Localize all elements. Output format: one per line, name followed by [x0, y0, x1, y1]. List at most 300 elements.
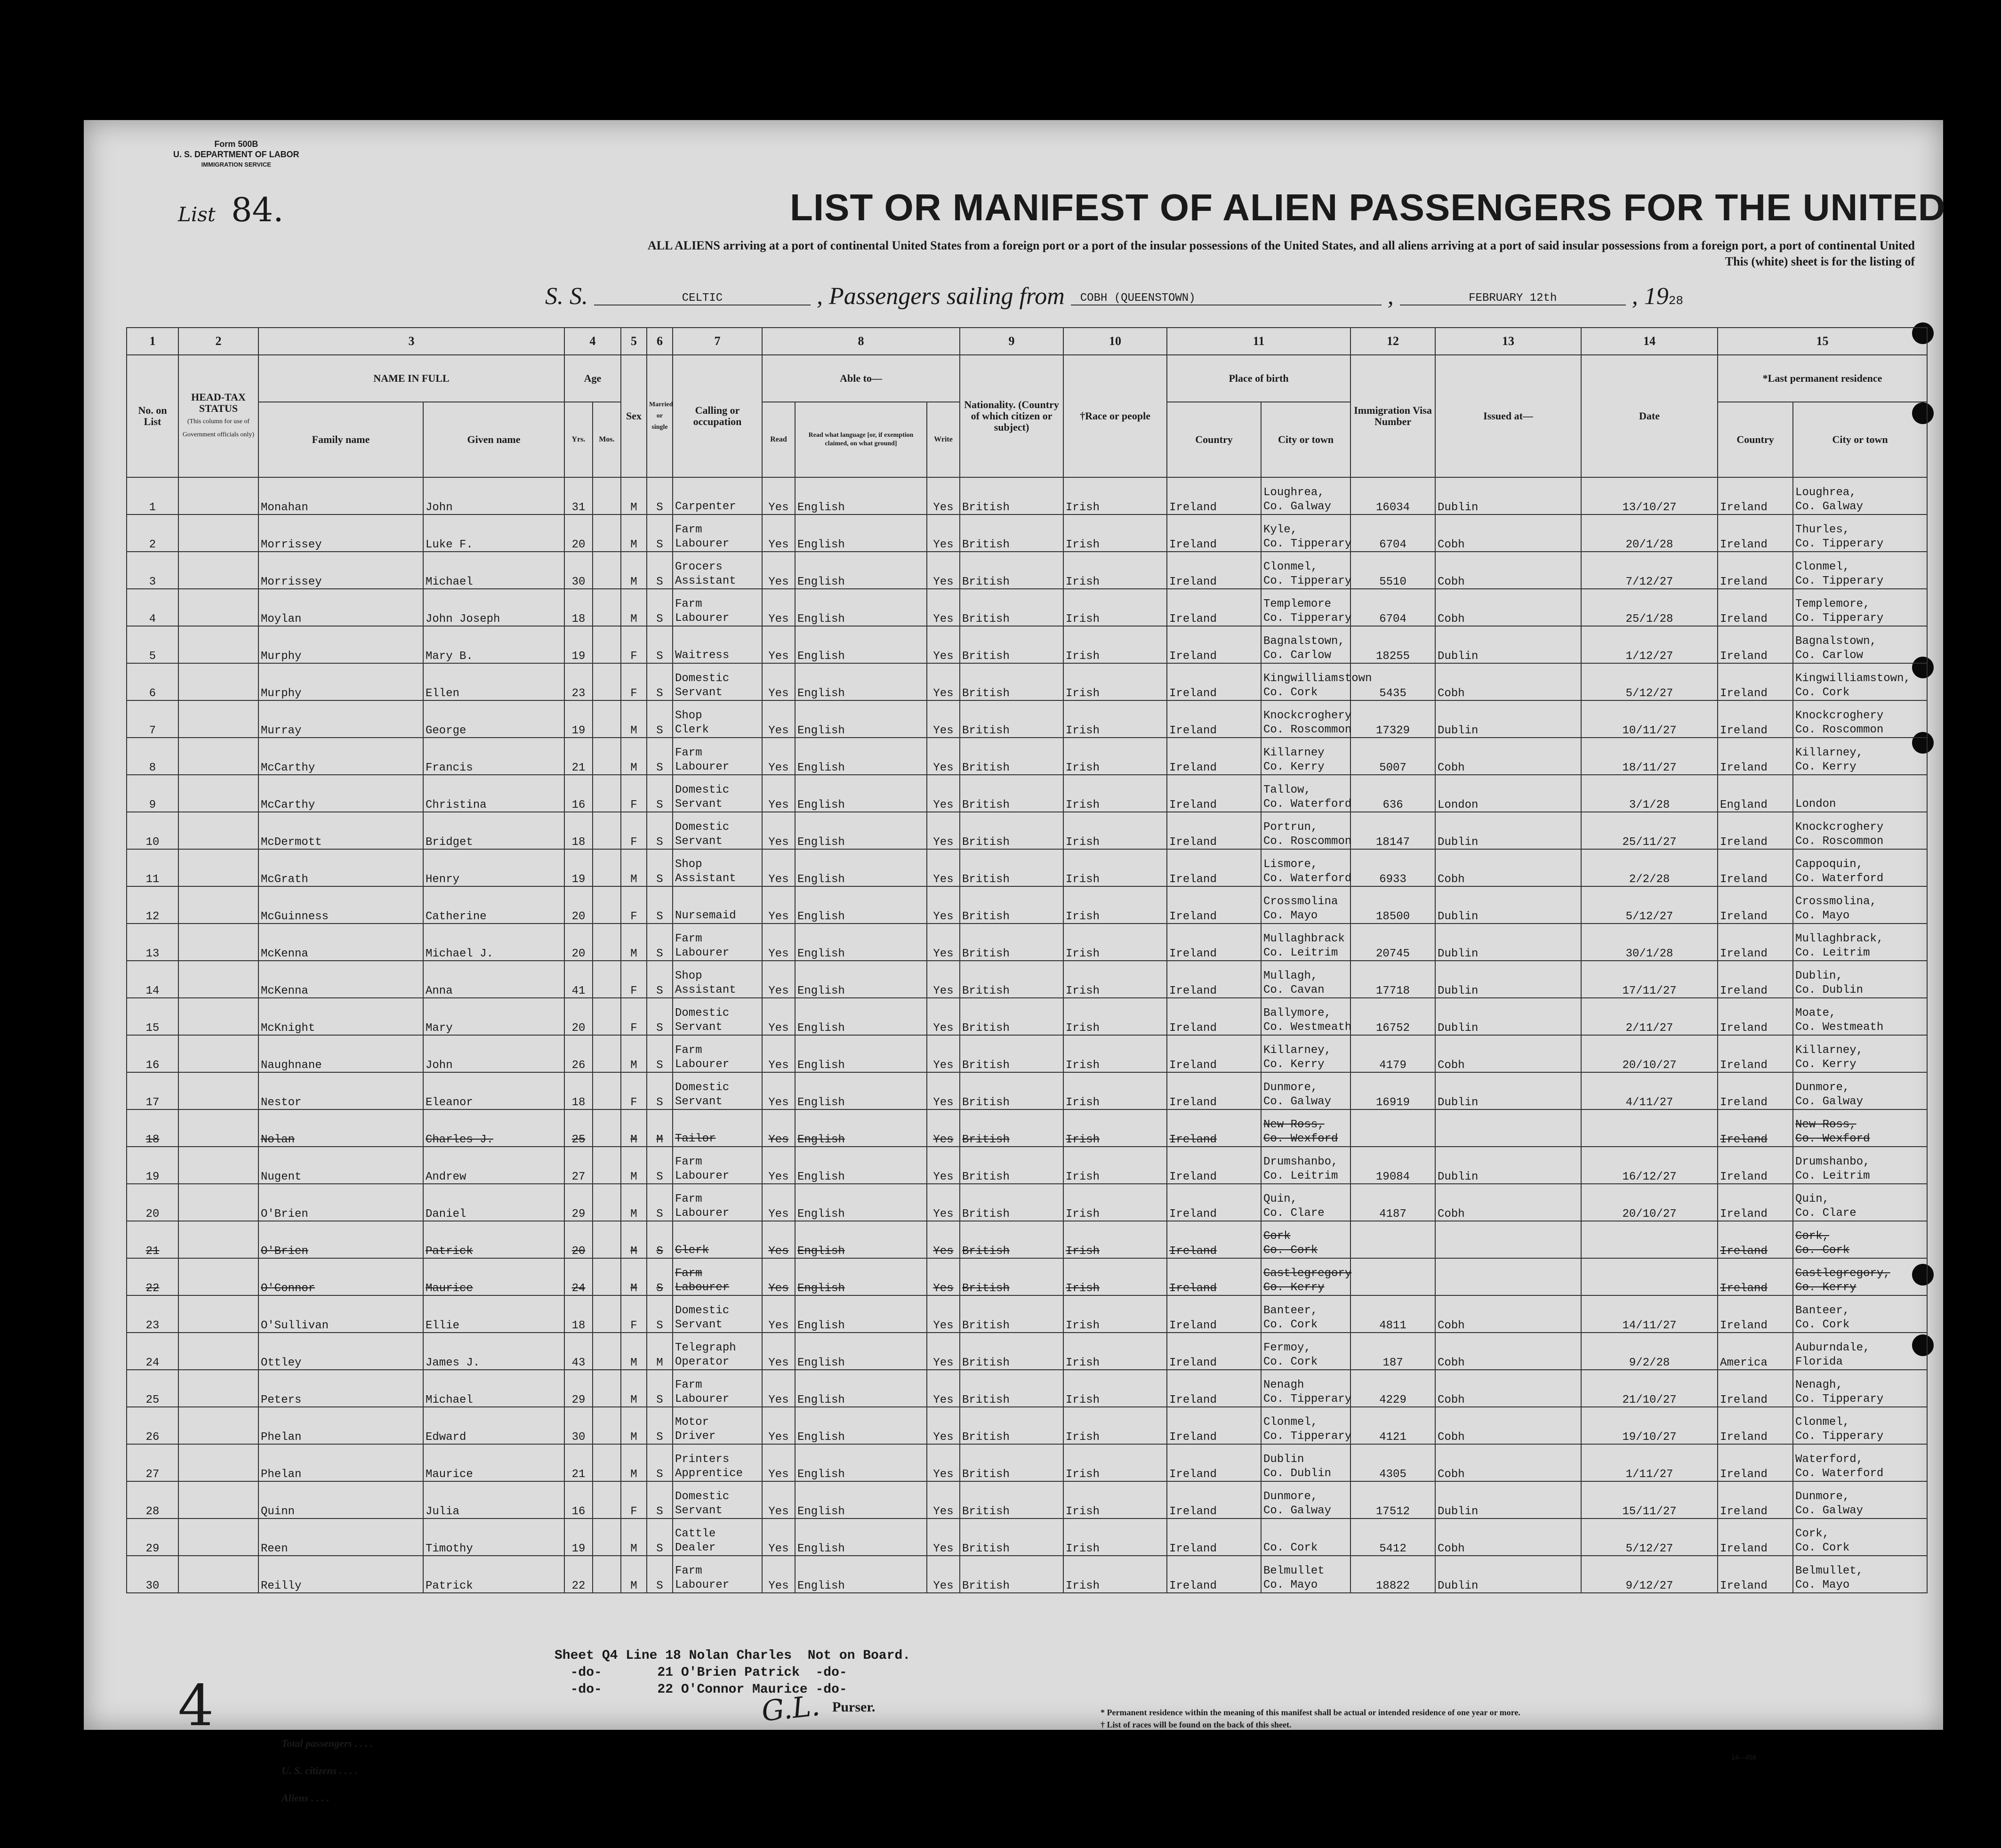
no-cell: 24 [127, 1333, 178, 1370]
issued-cell: Cobh [1435, 663, 1581, 700]
ms-cell: S [647, 1444, 673, 1481]
occ-cell [673, 1072, 762, 1109]
read-cell: Yes [762, 1035, 795, 1072]
given-cell: John [423, 477, 564, 514]
issued-cell: Cobh [1435, 552, 1581, 589]
page-title: LIST OR MANIFEST OF ALIEN PASSENGERS FOR THE UNITED [790, 186, 1946, 228]
departure-port: COBH (QUEENSTOWN) [1071, 292, 1382, 305]
rcity-line-1: Dunmore, [1795, 1081, 1850, 1094]
given-cell: Michael [423, 552, 564, 589]
bcountry-cell: Ireland [1167, 738, 1261, 775]
no-cell: 19 [127, 1147, 178, 1184]
issued-cell: Cobh [1435, 1295, 1581, 1333]
col-num: 10 [1063, 328, 1167, 355]
rcity-line-2: Co. Tipperary [1795, 612, 1884, 625]
blank-cell [178, 1258, 258, 1295]
occ-cell [673, 1035, 762, 1072]
table-row [127, 924, 1927, 961]
rcountry-cell: Ireland [1718, 663, 1793, 700]
occ-line-1: Cattle [675, 1527, 716, 1540]
sex-cell: M [621, 1258, 647, 1295]
lang-cell: English [795, 626, 927, 663]
blank-cell [593, 849, 621, 886]
race-cell: Irish [1063, 626, 1167, 663]
issued-cell: Cobh [1435, 514, 1581, 552]
bcountry-cell: Ireland [1167, 1370, 1261, 1407]
table-row [127, 1333, 1927, 1370]
ms-cell: S [647, 924, 673, 961]
occ-line-2: Servant [675, 798, 723, 811]
bcountry-cell: Ireland [1167, 961, 1261, 998]
write-cell: Yes [927, 663, 960, 700]
nat-cell: British [960, 961, 1063, 998]
blank-cell [593, 1295, 621, 1333]
rcity-cell [1793, 1258, 1927, 1295]
blank-cell [178, 1333, 258, 1370]
nat-cell: British [960, 552, 1063, 589]
blank-cell [593, 886, 621, 924]
lang-cell: English [795, 1184, 927, 1221]
given-cell: John Joseph [423, 589, 564, 626]
visa-cell: 5435 [1350, 663, 1435, 700]
no-cell: 6 [127, 663, 178, 700]
visa-cell: 4179 [1350, 1035, 1435, 1072]
family-cell: Nestor [258, 1072, 423, 1109]
lang-cell: English [795, 812, 927, 849]
visa-cell: 6704 [1350, 589, 1435, 626]
bcountry-cell: Ireland [1167, 1109, 1261, 1147]
occ-cell [673, 477, 762, 514]
family-cell: Murphy [258, 663, 423, 700]
ms-cell: M [647, 1109, 673, 1147]
race-cell: Irish [1063, 961, 1167, 998]
read-cell: Yes [762, 812, 795, 849]
blank-cell [178, 1109, 258, 1147]
lang-cell: English [795, 663, 927, 700]
yrs-cell: 27 [564, 1147, 593, 1184]
ms-cell: S [647, 1072, 673, 1109]
lang-cell: English [795, 552, 927, 589]
rcity-line-1: Loughrea, [1795, 486, 1856, 499]
header-mos: Mos. [593, 402, 621, 477]
read-cell: Yes [762, 1221, 795, 1258]
rcity-cell [1793, 886, 1927, 924]
nat-cell: British [960, 1258, 1063, 1295]
header-birth-country: Country [1167, 402, 1261, 477]
bcity-cell [1261, 886, 1350, 924]
occ-cell [673, 1221, 762, 1258]
given-cell: Maurice [423, 1258, 564, 1295]
rcity-cell [1793, 626, 1927, 663]
rcity-cell [1793, 589, 1927, 626]
family-cell: Murray [258, 700, 423, 738]
bcity-cell [1261, 812, 1350, 849]
rcity-line-2: Co. Galway [1795, 1095, 1864, 1108]
bcountry-cell: Ireland [1167, 700, 1261, 738]
yrs-cell: 18 [564, 1295, 593, 1333]
table-row [127, 849, 1927, 886]
rcity-cell [1793, 1556, 1927, 1593]
issued-cell: Dublin [1435, 1481, 1581, 1519]
yrs-cell: 20 [564, 998, 593, 1035]
rcountry-cell: Ireland [1718, 1147, 1793, 1184]
occ-cell [673, 1444, 762, 1481]
rcountry-cell: Ireland [1718, 514, 1793, 552]
rcity-cell [1793, 1370, 1927, 1407]
bcity-line-2: Co. Clare [1263, 1207, 1325, 1220]
issued-cell: Cobh [1435, 1035, 1581, 1072]
yrs-cell: 21 [564, 738, 593, 775]
bcity-cell [1261, 700, 1350, 738]
date-cell: 4/11/27 [1581, 1072, 1718, 1109]
footnote-races: † List of races will be found on the back of this sheet. [1101, 1720, 1292, 1729]
no-cell: 26 [127, 1407, 178, 1444]
read-cell: Yes [762, 1184, 795, 1221]
occ-line-1: Farm [675, 1379, 702, 1391]
given-cell: Timothy [423, 1519, 564, 1556]
rcity-cell [1793, 1147, 1927, 1184]
rcity-line-1: Banteer, [1795, 1304, 1850, 1317]
rcountry-cell: Ireland [1718, 1072, 1793, 1109]
bcity-line-1: Dunmore, [1263, 1081, 1318, 1094]
blank-cell [593, 775, 621, 812]
header-read-language: Read what language [or, if exemption claimed, on what ground] [795, 402, 927, 477]
lang-cell: English [795, 1295, 927, 1333]
date-cell: 13/10/27 [1581, 477, 1718, 514]
read-cell: Yes [762, 961, 795, 998]
date-cell: 1/12/27 [1581, 626, 1718, 663]
table-row [127, 1556, 1927, 1593]
yrs-cell: 19 [564, 700, 593, 738]
write-cell: Yes [927, 1258, 960, 1295]
bcity-line-2: Co. Cork [1263, 1244, 1318, 1257]
read-cell: Yes [762, 663, 795, 700]
rcountry-cell: Ireland [1718, 998, 1793, 1035]
blank-cell [178, 738, 258, 775]
given-cell: Ellie [423, 1295, 564, 1333]
header-able-to: Able to— [762, 355, 960, 402]
rcity-line-1: Templemore, [1795, 598, 1870, 611]
blank-cell [593, 1333, 621, 1370]
bcity-cell [1261, 1072, 1350, 1109]
family-cell: McKenna [258, 961, 423, 998]
header-nationality: Nationality. (Country of which citizen or subject) [960, 355, 1063, 477]
bcity-line-2: Co. Kerry [1263, 1058, 1325, 1071]
date-cell: 20/10/27 [1581, 1035, 1718, 1072]
rcity-line-1: Auburndale, [1795, 1342, 1870, 1354]
no-cell: 4 [127, 589, 178, 626]
corner-handwritten-mark: 4 [178, 1673, 214, 1739]
race-cell: Irish [1063, 775, 1167, 812]
rcity-line-1: Moate, [1795, 1007, 1836, 1020]
bcity-cell [1261, 1556, 1350, 1593]
issued-cell: Cobh [1435, 1333, 1581, 1370]
col-num: 15 [1718, 328, 1927, 355]
bcountry-cell: Ireland [1167, 626, 1261, 663]
rcity-line-1: Thurles, [1795, 523, 1850, 536]
col-num: 1 [127, 328, 178, 355]
write-cell: Yes [927, 1147, 960, 1184]
race-cell: Irish [1063, 1333, 1167, 1370]
rcity-cell [1793, 738, 1927, 775]
date-cell [1581, 1221, 1718, 1258]
ms-cell: S [647, 1556, 673, 1593]
col-num: 4 [564, 328, 621, 355]
blank-cell [593, 514, 621, 552]
write-cell: Yes [927, 924, 960, 961]
header-married: Married or single [647, 355, 673, 477]
blank-cell [593, 1370, 621, 1407]
visa-cell: 6704 [1350, 514, 1435, 552]
occ-line-1: Farm [675, 932, 702, 945]
blank-cell [593, 1519, 621, 1556]
race-cell: Irish [1063, 1072, 1167, 1109]
yrs-cell: 22 [564, 1556, 593, 1593]
nat-cell: British [960, 1072, 1063, 1109]
write-cell: Yes [927, 1109, 960, 1147]
rcity-line-2: Co. Mayo [1795, 909, 1850, 922]
occ-line-2: Tailor [675, 1133, 716, 1145]
no-cell: 28 [127, 1481, 178, 1519]
date-cell: 21/10/27 [1581, 1370, 1718, 1407]
bcity-line-2: Co. Tipperary [1263, 575, 1352, 587]
blank-cell [178, 1295, 258, 1333]
read-cell: Yes [762, 886, 795, 924]
bcity-line-2: Co. Carlow [1263, 649, 1332, 662]
bcity-cell [1261, 1333, 1350, 1370]
rcity-line-1: New Ross, [1795, 1118, 1856, 1131]
sex-cell: M [621, 700, 647, 738]
form-header [173, 139, 299, 170]
rcity-cell [1793, 1444, 1927, 1481]
family-cell: McDermott [258, 812, 423, 849]
rcountry-cell: Ireland [1718, 477, 1793, 514]
write-cell: Yes [927, 1519, 960, 1556]
family-cell: McGrath [258, 849, 423, 886]
occ-line-2: Servant [675, 1095, 723, 1108]
visa-cell: 17718 [1350, 961, 1435, 998]
nat-cell: British [960, 1407, 1063, 1444]
race-cell: Irish [1063, 1370, 1167, 1407]
given-cell: Mary B. [423, 626, 564, 663]
rcity-line-1: London [1795, 798, 1836, 811]
bcity-line-2: Co. Westmeath [1263, 1021, 1352, 1034]
given-cell: Edward [423, 1407, 564, 1444]
occ-cell [673, 775, 762, 812]
nat-cell: British [960, 924, 1063, 961]
date-cell: 17/11/27 [1581, 961, 1718, 998]
sex-cell: F [621, 1481, 647, 1519]
date-cell: 5/12/27 [1581, 1519, 1718, 1556]
bcity-cell [1261, 1481, 1350, 1519]
ms-cell: S [647, 514, 673, 552]
blank-cell [178, 886, 258, 924]
header-issued-at: Issued at— [1435, 355, 1581, 477]
no-cell: 23 [127, 1295, 178, 1333]
bcountry-cell: Ireland [1167, 1407, 1261, 1444]
no-cell: 20 [127, 1184, 178, 1221]
bcity-line-1: Nenagh [1263, 1379, 1304, 1391]
nat-cell: British [960, 589, 1063, 626]
read-cell: Yes [762, 1407, 795, 1444]
race-cell: Irish [1063, 738, 1167, 775]
bcountry-cell: Ireland [1167, 1258, 1261, 1295]
bcity-line-1: Banteer, [1263, 1304, 1318, 1317]
bcity-line-1: Templemore [1263, 598, 1332, 611]
yrs-cell: 16 [564, 775, 593, 812]
issued-cell [1435, 1258, 1581, 1295]
bcountry-cell: Ireland [1167, 589, 1261, 626]
bcity-cell [1261, 849, 1350, 886]
header-place-of-birth: Place of birth [1167, 355, 1350, 402]
bcity-line-2: Co. Galway [1263, 500, 1332, 513]
write-cell: Yes [927, 1481, 960, 1519]
note-line: Sheet Q4 Line 18 Nolan Charles Not on Board. [554, 1648, 911, 1663]
occ-cell [673, 1109, 762, 1147]
bcity-line-1: Mullaghbrack [1263, 932, 1345, 945]
read-cell: Yes [762, 775, 795, 812]
rcity-cell [1793, 477, 1927, 514]
nat-cell: British [960, 849, 1063, 886]
rcity-line-2: Co. Carlow [1795, 649, 1864, 662]
rcity-line-1: Cork, [1795, 1230, 1830, 1243]
table-row [127, 1147, 1927, 1184]
sex-cell: F [621, 1072, 647, 1109]
write-cell: Yes [927, 1184, 960, 1221]
sex-cell: F [621, 998, 647, 1035]
rcountry-cell: Ireland [1718, 1295, 1793, 1333]
issued-cell: Cobh [1435, 849, 1581, 886]
yrs-cell: 31 [564, 477, 593, 514]
occ-line-2: Driver [675, 1430, 716, 1443]
boarding-notes [554, 1647, 910, 1698]
rcity-line-1: Kingwilliamstown, [1795, 672, 1911, 685]
blank-cell [178, 1370, 258, 1407]
ms-cell: S [647, 1221, 673, 1258]
header-visa: Immigration Visa Number [1350, 355, 1435, 477]
occ-line-2: Labourer [675, 538, 730, 550]
rcountry-cell: Ireland [1718, 700, 1793, 738]
col-num: 11 [1167, 328, 1350, 355]
date-cell: 30/1/28 [1581, 924, 1718, 961]
blank-cell [178, 477, 258, 514]
nat-cell: British [960, 1333, 1063, 1370]
occ-line-1: Grocers [675, 561, 723, 573]
rcity-line-2: Co. Clare [1795, 1207, 1856, 1220]
given-cell: Julia [423, 1481, 564, 1519]
nat-cell: British [960, 1184, 1063, 1221]
bcountry-cell: Ireland [1167, 924, 1261, 961]
no-cell: 17 [127, 1072, 178, 1109]
rcountry-cell: Ireland [1718, 849, 1793, 886]
total-passengers-label: Total passengers . . . . [281, 1737, 373, 1749]
ms-cell: S [647, 477, 673, 514]
date-cell: 18/11/27 [1581, 738, 1718, 775]
occ-cell [673, 1184, 762, 1221]
rcity-cell [1793, 1221, 1927, 1258]
date-cell: 5/12/27 [1581, 886, 1718, 924]
table-row [127, 1035, 1927, 1072]
lang-cell: English [795, 775, 927, 812]
rcity-line-2: Co. Galway [1795, 500, 1864, 513]
issued-cell: Dublin [1435, 886, 1581, 924]
visa-cell: 18822 [1350, 1556, 1435, 1593]
rcity-line-1: Killarney, [1795, 747, 1864, 759]
nat-cell: British [960, 998, 1063, 1035]
write-cell: Yes [927, 1035, 960, 1072]
occ-line-1: Domestic [675, 1304, 730, 1317]
occ-cell [673, 961, 762, 998]
rcountry-cell: Ireland [1718, 1184, 1793, 1221]
given-cell: Mary [423, 998, 564, 1035]
rcity-cell [1793, 998, 1927, 1035]
date-cell: 20/1/28 [1581, 514, 1718, 552]
col-num: 5 [621, 328, 647, 355]
yrs-cell: 41 [564, 961, 593, 998]
footnote-residence: * Permanent residence within the meaning of this manifest shall be actual or intended residence of one year or more. [1101, 1708, 1520, 1717]
no-cell: 7 [127, 700, 178, 738]
issued-cell: Dublin [1435, 626, 1581, 663]
us-citizens-label: U. S. citizens . . . . [281, 1765, 358, 1776]
sex-cell: F [621, 886, 647, 924]
service-name: IMMIGRATION SERVICE [201, 161, 271, 168]
ss-label: S. S. [545, 283, 588, 310]
given-cell: Patrick [423, 1221, 564, 1258]
read-cell: Yes [762, 1444, 795, 1481]
ms-cell: S [647, 961, 673, 998]
yrs-cell: 30 [564, 1407, 593, 1444]
occ-cell [673, 849, 762, 886]
write-cell: Yes [927, 849, 960, 886]
purser-label: Purser. [832, 1699, 876, 1715]
bcity-line-1: Bagnalstown, [1263, 635, 1345, 648]
bcity-line-2: Co. Roscommon [1263, 835, 1352, 848]
sex-cell: F [621, 1295, 647, 1333]
no-cell: 16 [127, 1035, 178, 1072]
bcity-line-1: Kyle, [1263, 523, 1298, 536]
write-cell: Yes [927, 1370, 960, 1407]
footnotes [559, 1697, 1520, 1731]
bcity-cell [1261, 924, 1350, 961]
col-num: 7 [673, 328, 762, 355]
date-cell: 20/10/27 [1581, 1184, 1718, 1221]
no-cell: 13 [127, 924, 178, 961]
nat-cell: British [960, 700, 1063, 738]
bcity-line-1: Tallow, [1263, 784, 1311, 796]
issued-cell [1435, 1109, 1581, 1147]
rcity-line-2: Co. Roscommon [1795, 835, 1884, 848]
occ-cell [673, 924, 762, 961]
occ-cell [673, 1556, 762, 1593]
header-last-residence: *Last permanent residence [1718, 355, 1927, 402]
given-cell: Christina [423, 775, 564, 812]
list-number-handwritten: 84. [231, 191, 284, 229]
ms-cell: S [647, 812, 673, 849]
bcity-line-2: Co. Dublin [1263, 1467, 1332, 1480]
bcity-line-2: Co. Waterford [1263, 872, 1352, 885]
bcity-line-2: Co. Cork [1263, 1356, 1318, 1368]
write-cell: Yes [927, 700, 960, 738]
bcity-cell [1261, 1109, 1350, 1147]
visa-cell: 18147 [1350, 812, 1435, 849]
occ-line-1: Farm [675, 1267, 702, 1280]
sex-cell: M [621, 1147, 647, 1184]
read-cell: Yes [762, 738, 795, 775]
occ-line-1: Domestic [675, 672, 730, 685]
totals-block [281, 1730, 373, 1812]
visa-cell: 6933 [1350, 849, 1435, 886]
blank-cell [178, 700, 258, 738]
